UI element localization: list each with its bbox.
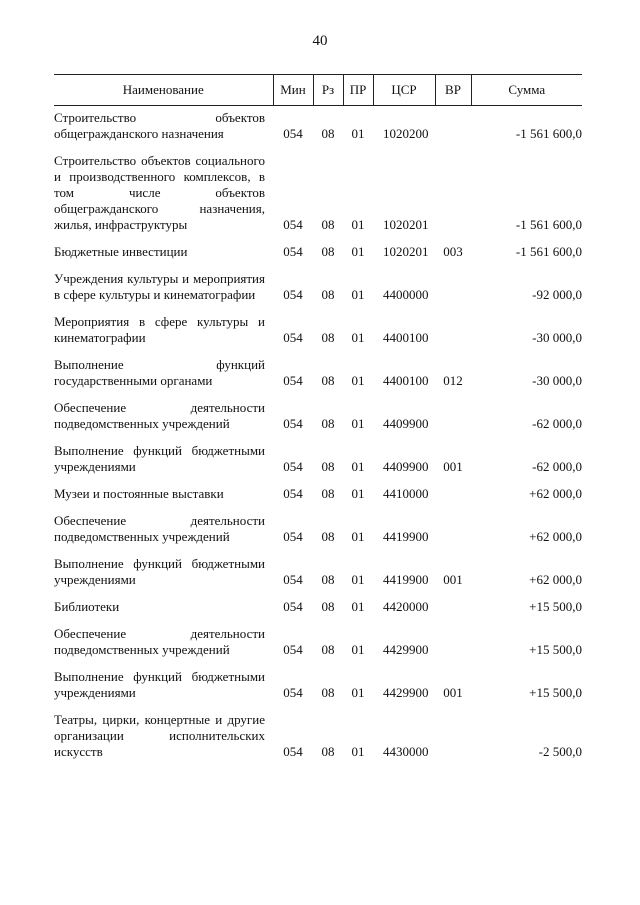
cell-name: Учреждения культуры и мероприятия в сфере культуры и кинематографии (54, 271, 265, 302)
cell-min: 054 (283, 287, 303, 302)
cell-pr: 01 (351, 330, 365, 345)
cell-min: 054 (283, 486, 303, 501)
cell-vr: 001 (443, 685, 463, 700)
table-body (54, 106, 582, 763)
cell-sum: +15 500,0 (529, 642, 582, 657)
cell-csr: 4429900 (383, 642, 429, 657)
cell-sum: +62 000,0 (529, 486, 582, 501)
cell-rz: 08 (321, 126, 335, 141)
cell-csr: 4400000 (383, 287, 429, 302)
table-row (54, 144, 582, 235)
table-row (54, 305, 582, 348)
cell-sum: -62 000,0 (532, 416, 582, 431)
cell-rz: 08 (321, 572, 335, 587)
cell-rz: 08 (321, 529, 335, 544)
cell-min: 054 (283, 244, 303, 259)
header-sum: Сумма (471, 75, 582, 106)
cell-csr: 1020201 (383, 244, 429, 259)
cell-min: 054 (283, 529, 303, 544)
cell-name: Мероприятия в сфере культуры и кинематографии (54, 314, 265, 345)
budget-table (54, 74, 582, 762)
cell-name: Выполнение функций бюджетными учреждениями (54, 443, 265, 474)
cell-csr: 4420000 (383, 599, 429, 614)
table-row (54, 262, 582, 305)
cell-pr: 01 (351, 416, 365, 431)
cell-min: 054 (283, 744, 303, 759)
cell-min: 054 (283, 572, 303, 587)
cell-name: Бюджетные инвестиции (54, 244, 188, 259)
cell-pr: 01 (351, 373, 365, 388)
cell-vr: 001 (443, 459, 463, 474)
cell-csr: 4430000 (383, 744, 429, 759)
table-header-row (54, 75, 582, 106)
cell-pr: 01 (351, 572, 365, 587)
cell-sum: -1 561 600,0 (515, 244, 582, 259)
cell-rz: 08 (321, 373, 335, 388)
cell-min: 054 (283, 642, 303, 657)
cell-min: 054 (283, 126, 303, 141)
cell-csr: 1020201 (383, 217, 429, 232)
cell-pr: 01 (351, 486, 365, 501)
table-row (54, 235, 582, 262)
cell-rz: 08 (321, 459, 335, 474)
cell-vr: 001 (443, 572, 463, 587)
header-min: Мин (273, 75, 313, 106)
cell-pr: 01 (351, 126, 365, 141)
cell-vr (435, 617, 471, 660)
cell-csr: 4400100 (383, 373, 429, 388)
cell-rz: 08 (321, 599, 335, 614)
header-pr: ПР (343, 75, 373, 106)
table-row (54, 348, 582, 391)
cell-vr (435, 477, 471, 504)
cell-name: Библиотеки (54, 599, 120, 614)
table-row (54, 617, 582, 660)
page-number: 40 (312, 33, 328, 49)
cell-csr: 4410000 (383, 486, 429, 501)
cell-csr: 4409900 (383, 459, 429, 474)
cell-sum: -62 000,0 (532, 459, 582, 474)
cell-name: Музеи и постоянные выставки (54, 486, 224, 501)
cell-min: 054 (283, 599, 303, 614)
cell-min: 054 (283, 416, 303, 431)
cell-min: 054 (283, 373, 303, 388)
table-row (54, 477, 582, 504)
cell-sum: -1 561 600,0 (515, 217, 582, 232)
cell-vr (435, 703, 471, 762)
cell-sum: +15 500,0 (529, 599, 582, 614)
cell-rz: 08 (321, 244, 335, 259)
header-vr: ВР (435, 75, 471, 106)
cell-rz: 08 (321, 217, 335, 232)
cell-vr (435, 391, 471, 434)
cell-pr: 01 (351, 685, 365, 700)
cell-rz: 08 (321, 685, 335, 700)
table-row (54, 391, 582, 434)
cell-csr: 1020200 (383, 126, 429, 141)
cell-rz: 08 (321, 287, 335, 302)
cell-rz: 08 (321, 744, 335, 759)
cell-pr: 01 (351, 642, 365, 657)
cell-sum: -2 500,0 (538, 744, 582, 759)
cell-rz: 08 (321, 330, 335, 345)
cell-csr: 4429900 (383, 685, 429, 700)
cell-vr: 003 (443, 244, 463, 259)
cell-pr: 01 (351, 244, 365, 259)
cell-csr: 4419900 (383, 572, 429, 587)
table-row (54, 504, 582, 547)
cell-csr: 4400100 (383, 330, 429, 345)
cell-vr (435, 144, 471, 235)
cell-name: Театры, цирки, концертные и другие организации исполнительских искусств (54, 712, 265, 759)
table-row (54, 660, 582, 703)
cell-name: Выполнение функций бюджетными учреждениями (54, 669, 265, 700)
cell-pr: 01 (351, 217, 365, 232)
cell-name: Обеспечение деятельности подведомственных учреждений (54, 400, 265, 431)
cell-vr (435, 504, 471, 547)
cell-min: 054 (283, 685, 303, 700)
cell-sum: +15 500,0 (529, 685, 582, 700)
table-row (54, 703, 582, 762)
cell-vr (435, 590, 471, 617)
cell-pr: 01 (351, 744, 365, 759)
cell-name: Обеспечение деятельности подведомственных учреждений (54, 626, 265, 657)
cell-rz: 08 (321, 486, 335, 501)
cell-name: Строительство объектов социального и производственного комплексов, в том числе объектов общегражданского назначения, жилья, инфраструктуры (54, 153, 265, 232)
cell-csr: 4409900 (383, 416, 429, 431)
header-rz: Рз (313, 75, 343, 106)
cell-vr (435, 106, 471, 145)
cell-name: Обеспечение деятельности подведомственных учреждений (54, 513, 265, 544)
header-name: Наименование (54, 75, 273, 106)
cell-name: Строительство объектов общегражданского назначения (54, 110, 265, 141)
cell-min: 054 (283, 330, 303, 345)
cell-sum: -30 000,0 (532, 373, 582, 388)
cell-sum: -30 000,0 (532, 330, 582, 345)
table-row (54, 547, 582, 590)
cell-min: 054 (283, 459, 303, 474)
table-row (54, 434, 582, 477)
header-csr: ЦСР (373, 75, 435, 106)
cell-rz: 08 (321, 642, 335, 657)
cell-min: 054 (283, 217, 303, 232)
cell-vr (435, 305, 471, 348)
cell-pr: 01 (351, 287, 365, 302)
table-row (54, 106, 582, 145)
cell-pr: 01 (351, 599, 365, 614)
cell-csr: 4419900 (383, 529, 429, 544)
cell-pr: 01 (351, 529, 365, 544)
cell-name: Выполнение функций государственными органами (54, 357, 265, 388)
cell-name: Выполнение функций бюджетными учреждениями (54, 556, 265, 587)
table-row (54, 590, 582, 617)
cell-sum: +62 000,0 (529, 529, 582, 544)
cell-sum: -1 561 600,0 (515, 126, 582, 141)
cell-pr: 01 (351, 459, 365, 474)
cell-sum: +62 000,0 (529, 572, 582, 587)
cell-sum: -92 000,0 (532, 287, 582, 302)
cell-rz: 08 (321, 416, 335, 431)
cell-vr (435, 262, 471, 305)
cell-vr: 012 (443, 373, 463, 388)
